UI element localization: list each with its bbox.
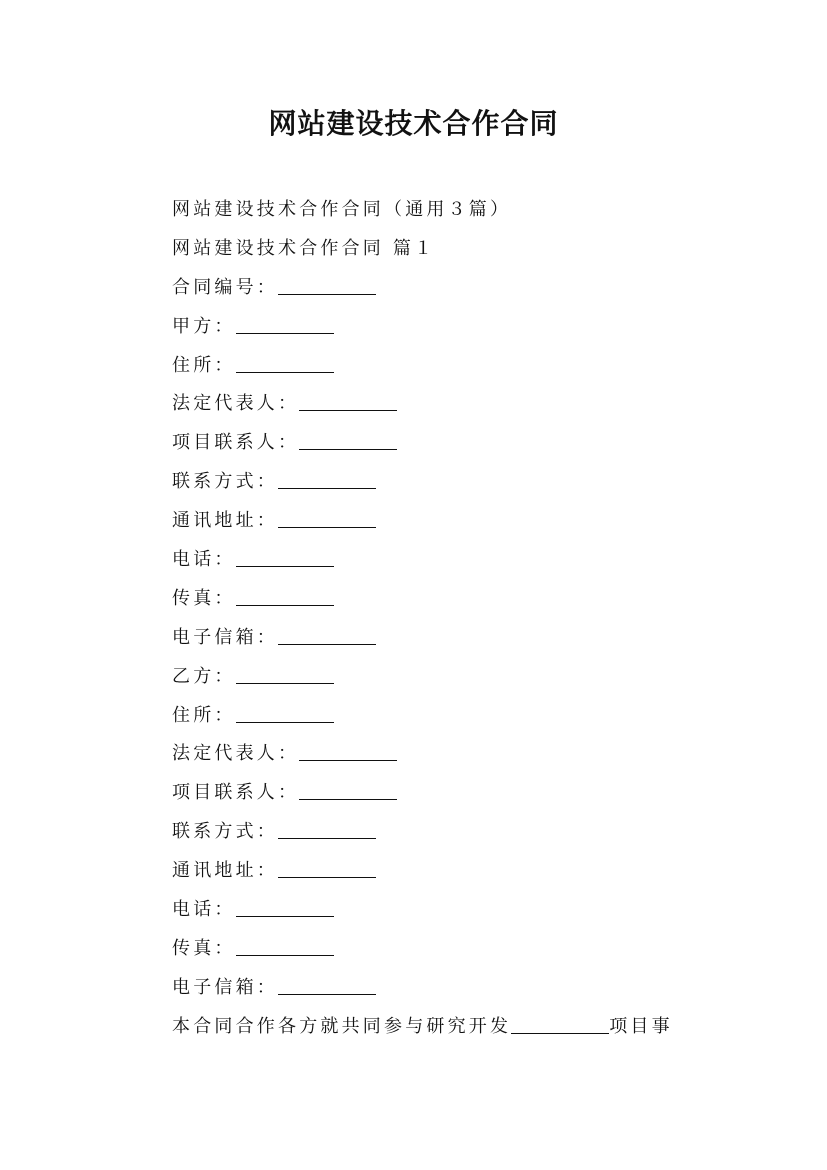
agreement-paragraph-start	[172, 1008, 732, 1047]
field-label: 合同编号：	[172, 276, 278, 298]
field-label: 传真：	[172, 587, 236, 609]
fill-in-blank[interactable]	[236, 548, 334, 567]
fill-in-blank[interactable]	[299, 742, 397, 761]
contract-body	[172, 191, 732, 1047]
field-label: 住所：	[172, 354, 236, 376]
party-b-field	[172, 658, 732, 697]
contract-number-field	[172, 269, 732, 308]
fill-in-blank[interactable]	[278, 859, 376, 878]
party-b-phone-field	[172, 891, 732, 930]
fill-in-blank[interactable]	[511, 1015, 609, 1034]
field-label: 乙方：	[172, 665, 236, 687]
party-a-project-contact-field	[172, 424, 732, 463]
fill-in-blank[interactable]	[299, 392, 397, 411]
party-b-project-contact-field	[172, 774, 732, 813]
field-label: 电话：	[172, 549, 236, 571]
party-a-mailing-address-field	[172, 502, 732, 541]
field-label: 项目联系人：	[172, 782, 300, 804]
fill-in-blank[interactable]	[236, 315, 334, 334]
fill-in-blank[interactable]	[236, 937, 334, 956]
fill-in-blank[interactable]	[278, 820, 376, 839]
fill-in-blank[interactable]	[236, 665, 334, 684]
party-b-fax-field	[172, 930, 732, 969]
fill-in-blank[interactable]	[278, 626, 376, 645]
field-label: 通讯地址：	[172, 860, 278, 882]
field-label: 住所：	[172, 704, 236, 726]
party-b-mailing-address-field	[172, 852, 732, 891]
party-b-legal-rep-field	[172, 735, 732, 774]
field-label: 甲方：	[172, 315, 236, 337]
paragraph-text: 本合同合作各方就共同参与研究开发	[172, 1015, 512, 1037]
party-b-contact-method-field	[172, 813, 732, 852]
fill-in-blank[interactable]	[278, 509, 376, 528]
field-label: 电子信箱：	[172, 976, 278, 998]
line-label: 网站建设技术合作合同 篇１	[172, 237, 436, 259]
party-a-phone-field	[172, 541, 732, 580]
fill-in-blank[interactable]	[236, 354, 334, 373]
party-b-email-field	[172, 969, 732, 1008]
fill-in-blank[interactable]	[299, 781, 397, 800]
party-a-fax-field	[172, 580, 732, 619]
fill-in-blank[interactable]	[278, 976, 376, 995]
text-line	[172, 230, 732, 269]
fill-in-blank[interactable]	[236, 704, 334, 723]
paragraph-text-continued: 项目事	[609, 1015, 673, 1037]
field-label: 法定代表人：	[172, 393, 300, 415]
party-a-field	[172, 308, 732, 347]
field-label: 通讯地址：	[172, 510, 278, 532]
fill-in-blank[interactable]	[278, 276, 376, 295]
text-line	[172, 191, 732, 230]
field-label: 传真：	[172, 937, 236, 959]
field-label: 联系方式：	[172, 821, 278, 843]
party-b-address-field	[172, 697, 732, 736]
party-a-address-field	[172, 347, 732, 386]
party-a-email-field	[172, 619, 732, 658]
field-label: 电话：	[172, 899, 236, 921]
field-label: 电子信箱：	[172, 626, 278, 648]
field-label: 法定代表人：	[172, 743, 300, 765]
line-label: 网站建设技术合作合同（通用３篇）	[172, 199, 512, 220]
field-label: 联系方式：	[172, 471, 278, 493]
fill-in-blank[interactable]	[236, 587, 334, 606]
fill-in-blank[interactable]	[278, 470, 376, 489]
party-a-legal-rep-field	[172, 385, 732, 424]
fill-in-blank[interactable]	[236, 898, 334, 917]
document-title: 网站建设技术合作合同	[268, 107, 559, 140]
party-a-contact-method-field	[172, 463, 732, 502]
field-label: 项目联系人：	[172, 432, 300, 454]
fill-in-blank[interactable]	[299, 431, 397, 450]
